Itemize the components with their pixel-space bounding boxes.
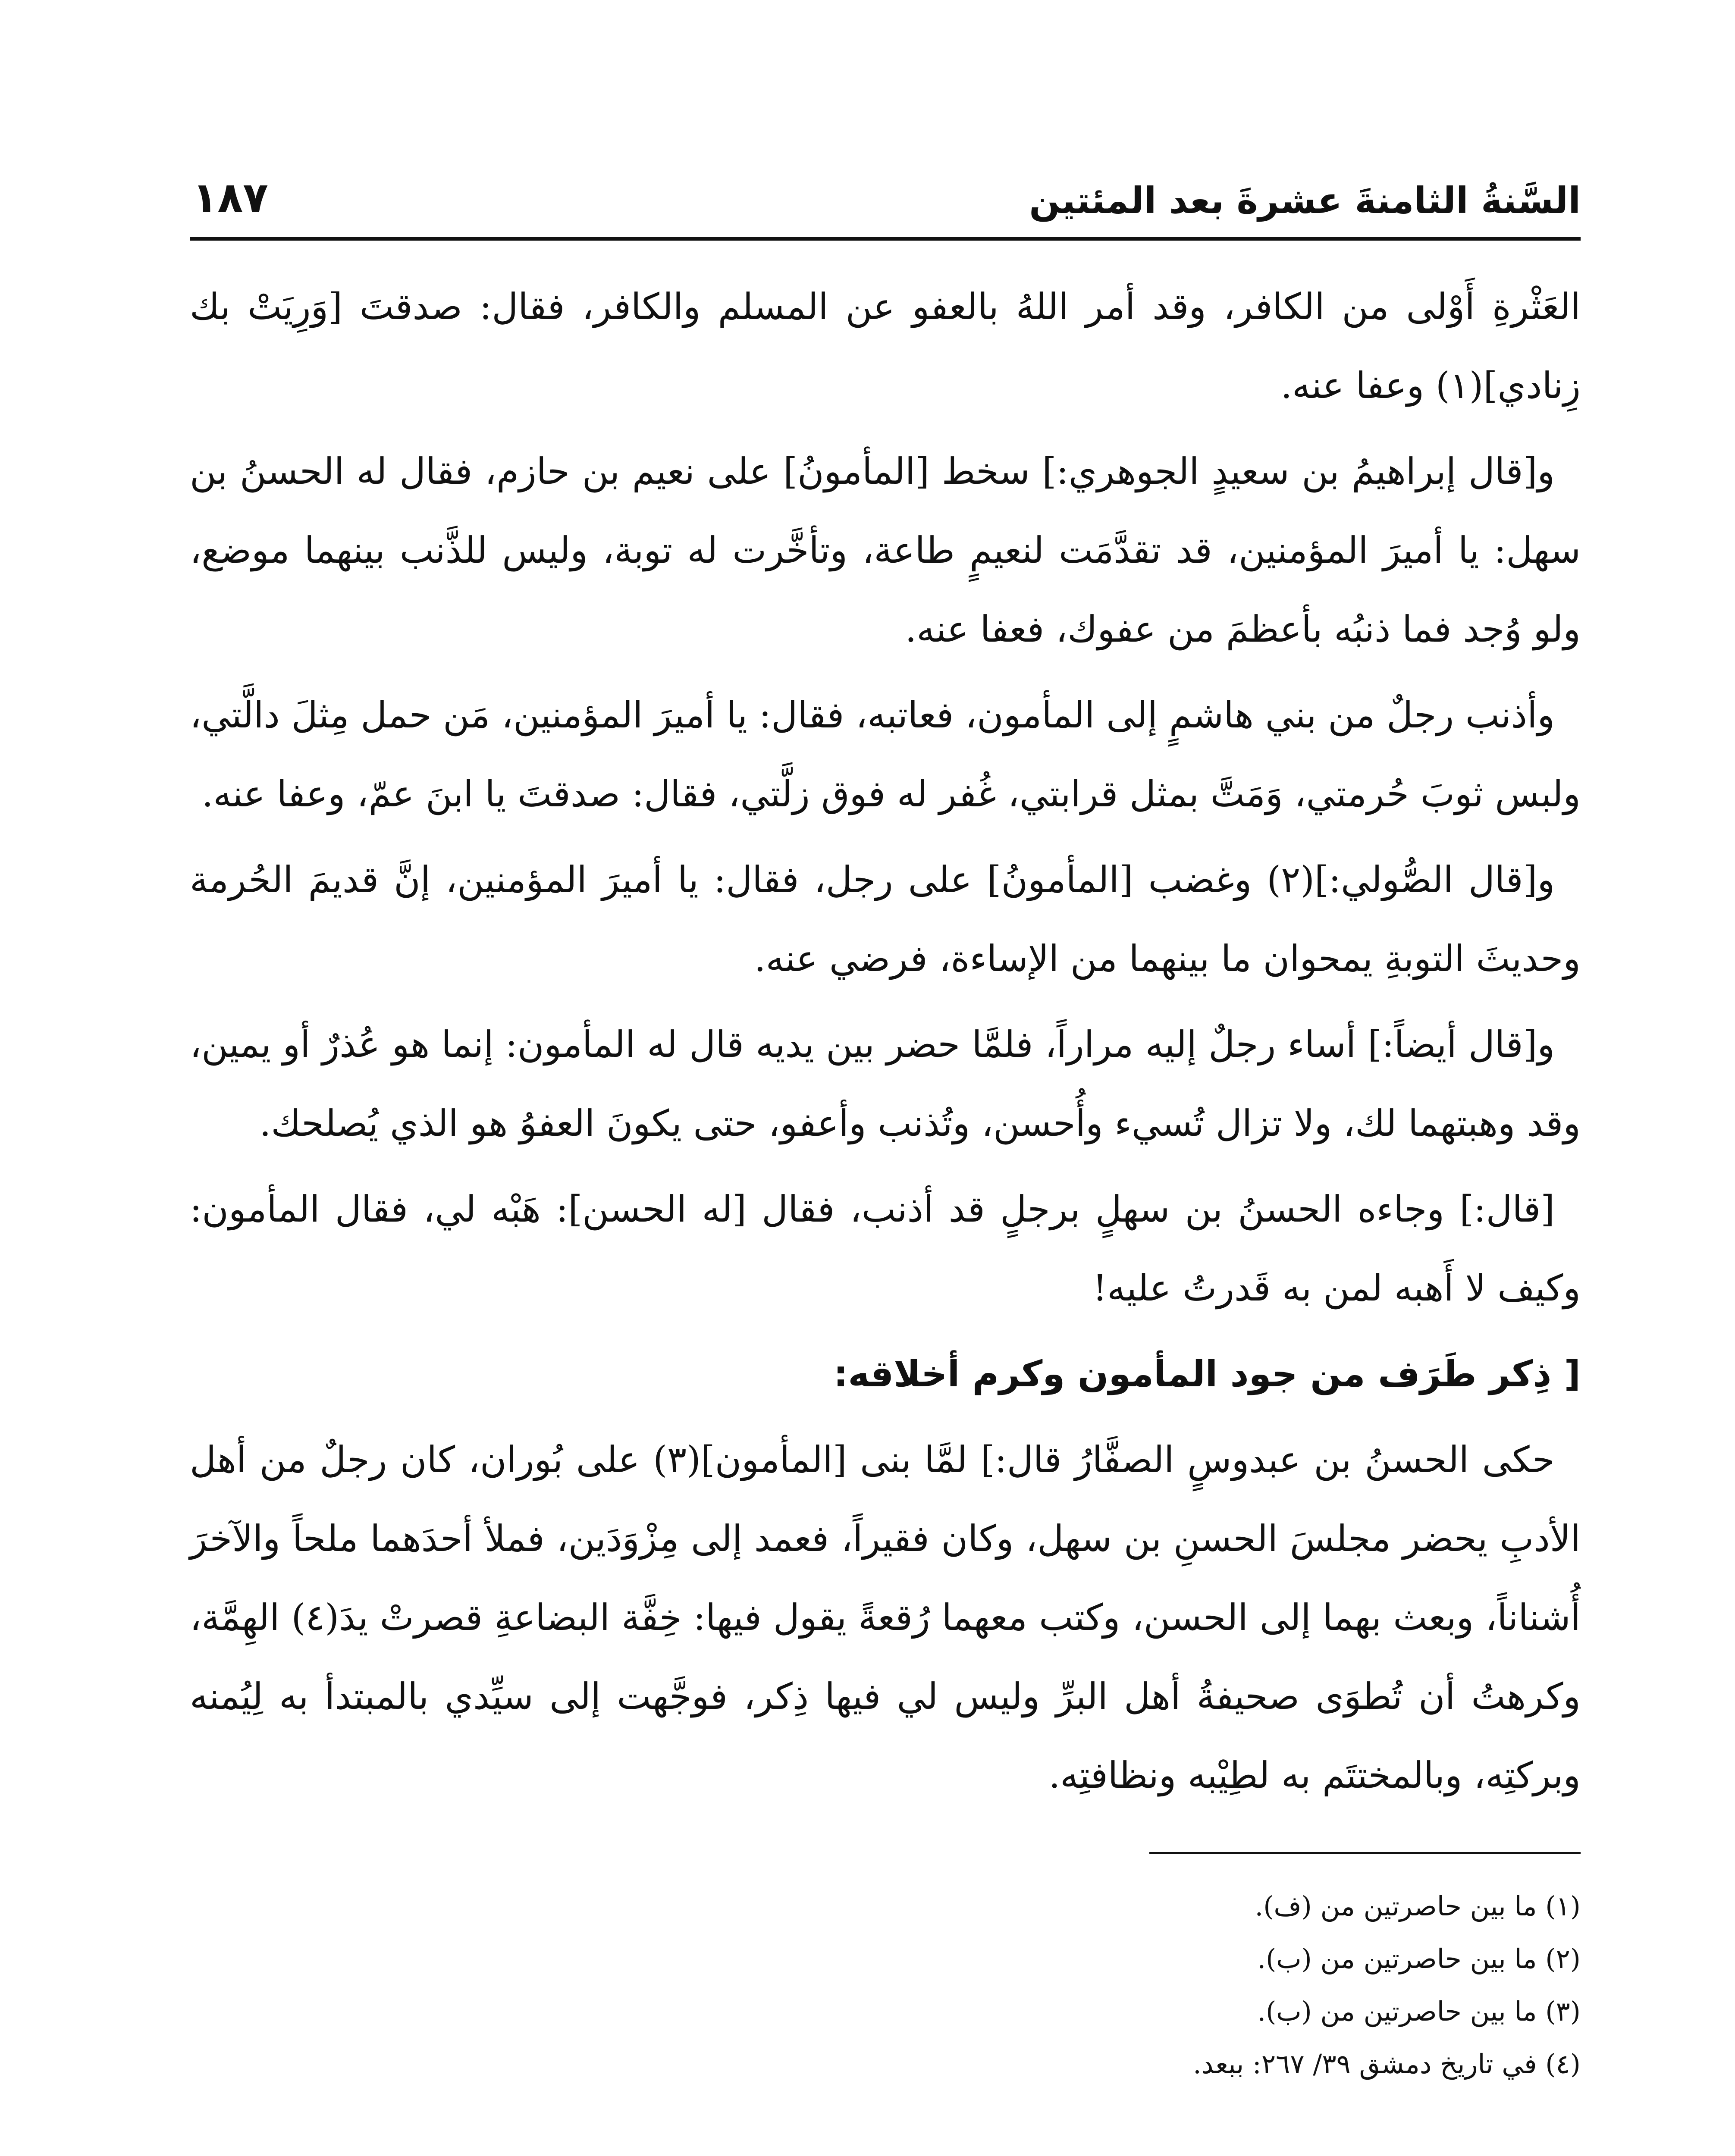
- paragraph-hashimi-man: وأذنب رجلٌ من بني هاشمٍ إلى المأمون، فعاتبه، فقال: يا أميرَ المؤمنين، مَن حمل مِثلَ دالَّتي، ولبس ثوبَ حُرمتي، وَمَتَّ بمثل قرابتي، غُفر له فوق زلَّتي، فقال: صدقتَ يا ابنَ عمّ، وعفا عنه.: [190, 694, 1581, 815]
- paragraph-section-body: حكى الحسنُ بن عبدوسٍ الصفَّارُ قال:] لمَّا بنى [المأمون](٣) على بُوران، كان رجلٌ من أهل الأدبِ يحضر مجلسَ الحسنِ بن سهل، وكان فقيراً، فعمد إلى مِزْوَدَين، فملأ أحدَهما ملحاً والآخرَ أُشناناً، وبعث بهما إلى الحسن، وكتب معهما رُقعةً يقول فيها: خِفَّة البضاعةِ قصرتْ يدَ(٤) الهِمَّة، وكرهتُ أن تُطوَى صحيفةُ أهل البرِّ وليس لي فيها ذِكر، فوجَّهت إلى سيِّدي بالمبتدأ به لِيُمنه وبركتِه، وبالمختتَم به لطِيْبه ونظافتِه.: [190, 1438, 1581, 1796]
- footnote-divider: [1149, 1852, 1581, 1854]
- footnote-1: (١) ما بين حاصرتين من (ف).: [1255, 1890, 1581, 1922]
- paragraph-ayan: و[قال أيضاً:] أساء رجلٌ إليه مراراً، فلمَّا حضر بين يديه قال له المأمون: إنما هو عُذرٌ أو يمين، وقد وهبتهما لك، ولا تزال تُسيء وأُحسن، وتُذنب وأعفو، حتى يكونَ العفوُ هو الذي يُصلحك.: [190, 1023, 1581, 1144]
- page-number: ١٨٧: [192, 173, 268, 222]
- footnotes: [190, 1880, 1581, 2090]
- paragraph-continuation: العَثْرةِ أَوْلى من الكافر، وقد أمر اللهُ بالعفو عن المسلم والكافر، فقال: صدقتَ [وَرِيَتْ بك زِنادي](١) وعفا عنه.: [190, 285, 1581, 407]
- footnote-2: (٢) ما بين حاصرتين من (ب).: [1257, 1943, 1581, 1974]
- running-header: [190, 147, 1581, 241]
- footnote-4: (٤) في تاريخ دمشق ٣٩/ ٢٦٧: ببعد.: [1193, 2048, 1581, 2080]
- footnote-3: (٣) ما بين حاصرتين من (ب).: [1257, 1996, 1581, 2027]
- paragraph-suli: و[قال الصُّولي:](٢) وغضب [المأمونُ] على رجل، فقال: يا أميرَ المؤمنين، إنَّ قديمَ الحُرمة وحديثَ التوبةِ يمحوان ما بينهما من الإساءة، فرضي عنه.: [190, 859, 1581, 980]
- running-header-title: السَّنةُ الثامنةَ عشرةَ بعد المئتين: [1029, 179, 1581, 222]
- body-text: [190, 267, 1581, 1815]
- book-page: [190, 147, 1581, 2156]
- paragraph-ibrahim-jawhari: و[قال إبراهيمُ بن سعيدٍ الجوهري:] سخط [المأمونُ] على نعيم بن حازم، فقال له الحسنُ بن سهل: يا أميرَ المؤمنين، قد تقدَّمَت لنعيمٍ طاعة، وتأخَّرت له توبة، وليس للذَّنب بينهما موضع، ولو وُجد فما ذنبُه بأعظمَ من عفوك، فعفا عنه.: [190, 450, 1581, 650]
- section-heading: [ ذِكر طَرَف من جود المأمون وكرم أخلاقه:: [833, 1353, 1581, 1395]
- paragraph-hasan-ibn-sahl: [قال:] وجاءه الحسنُ بن سهلٍ برجلٍ قد أذنب، فقال [له الحسن]: هَبْه لي، فقال المأمون: وكيف لا أَهبه لمن به قَدرتُ عليه!: [190, 1188, 1581, 1309]
